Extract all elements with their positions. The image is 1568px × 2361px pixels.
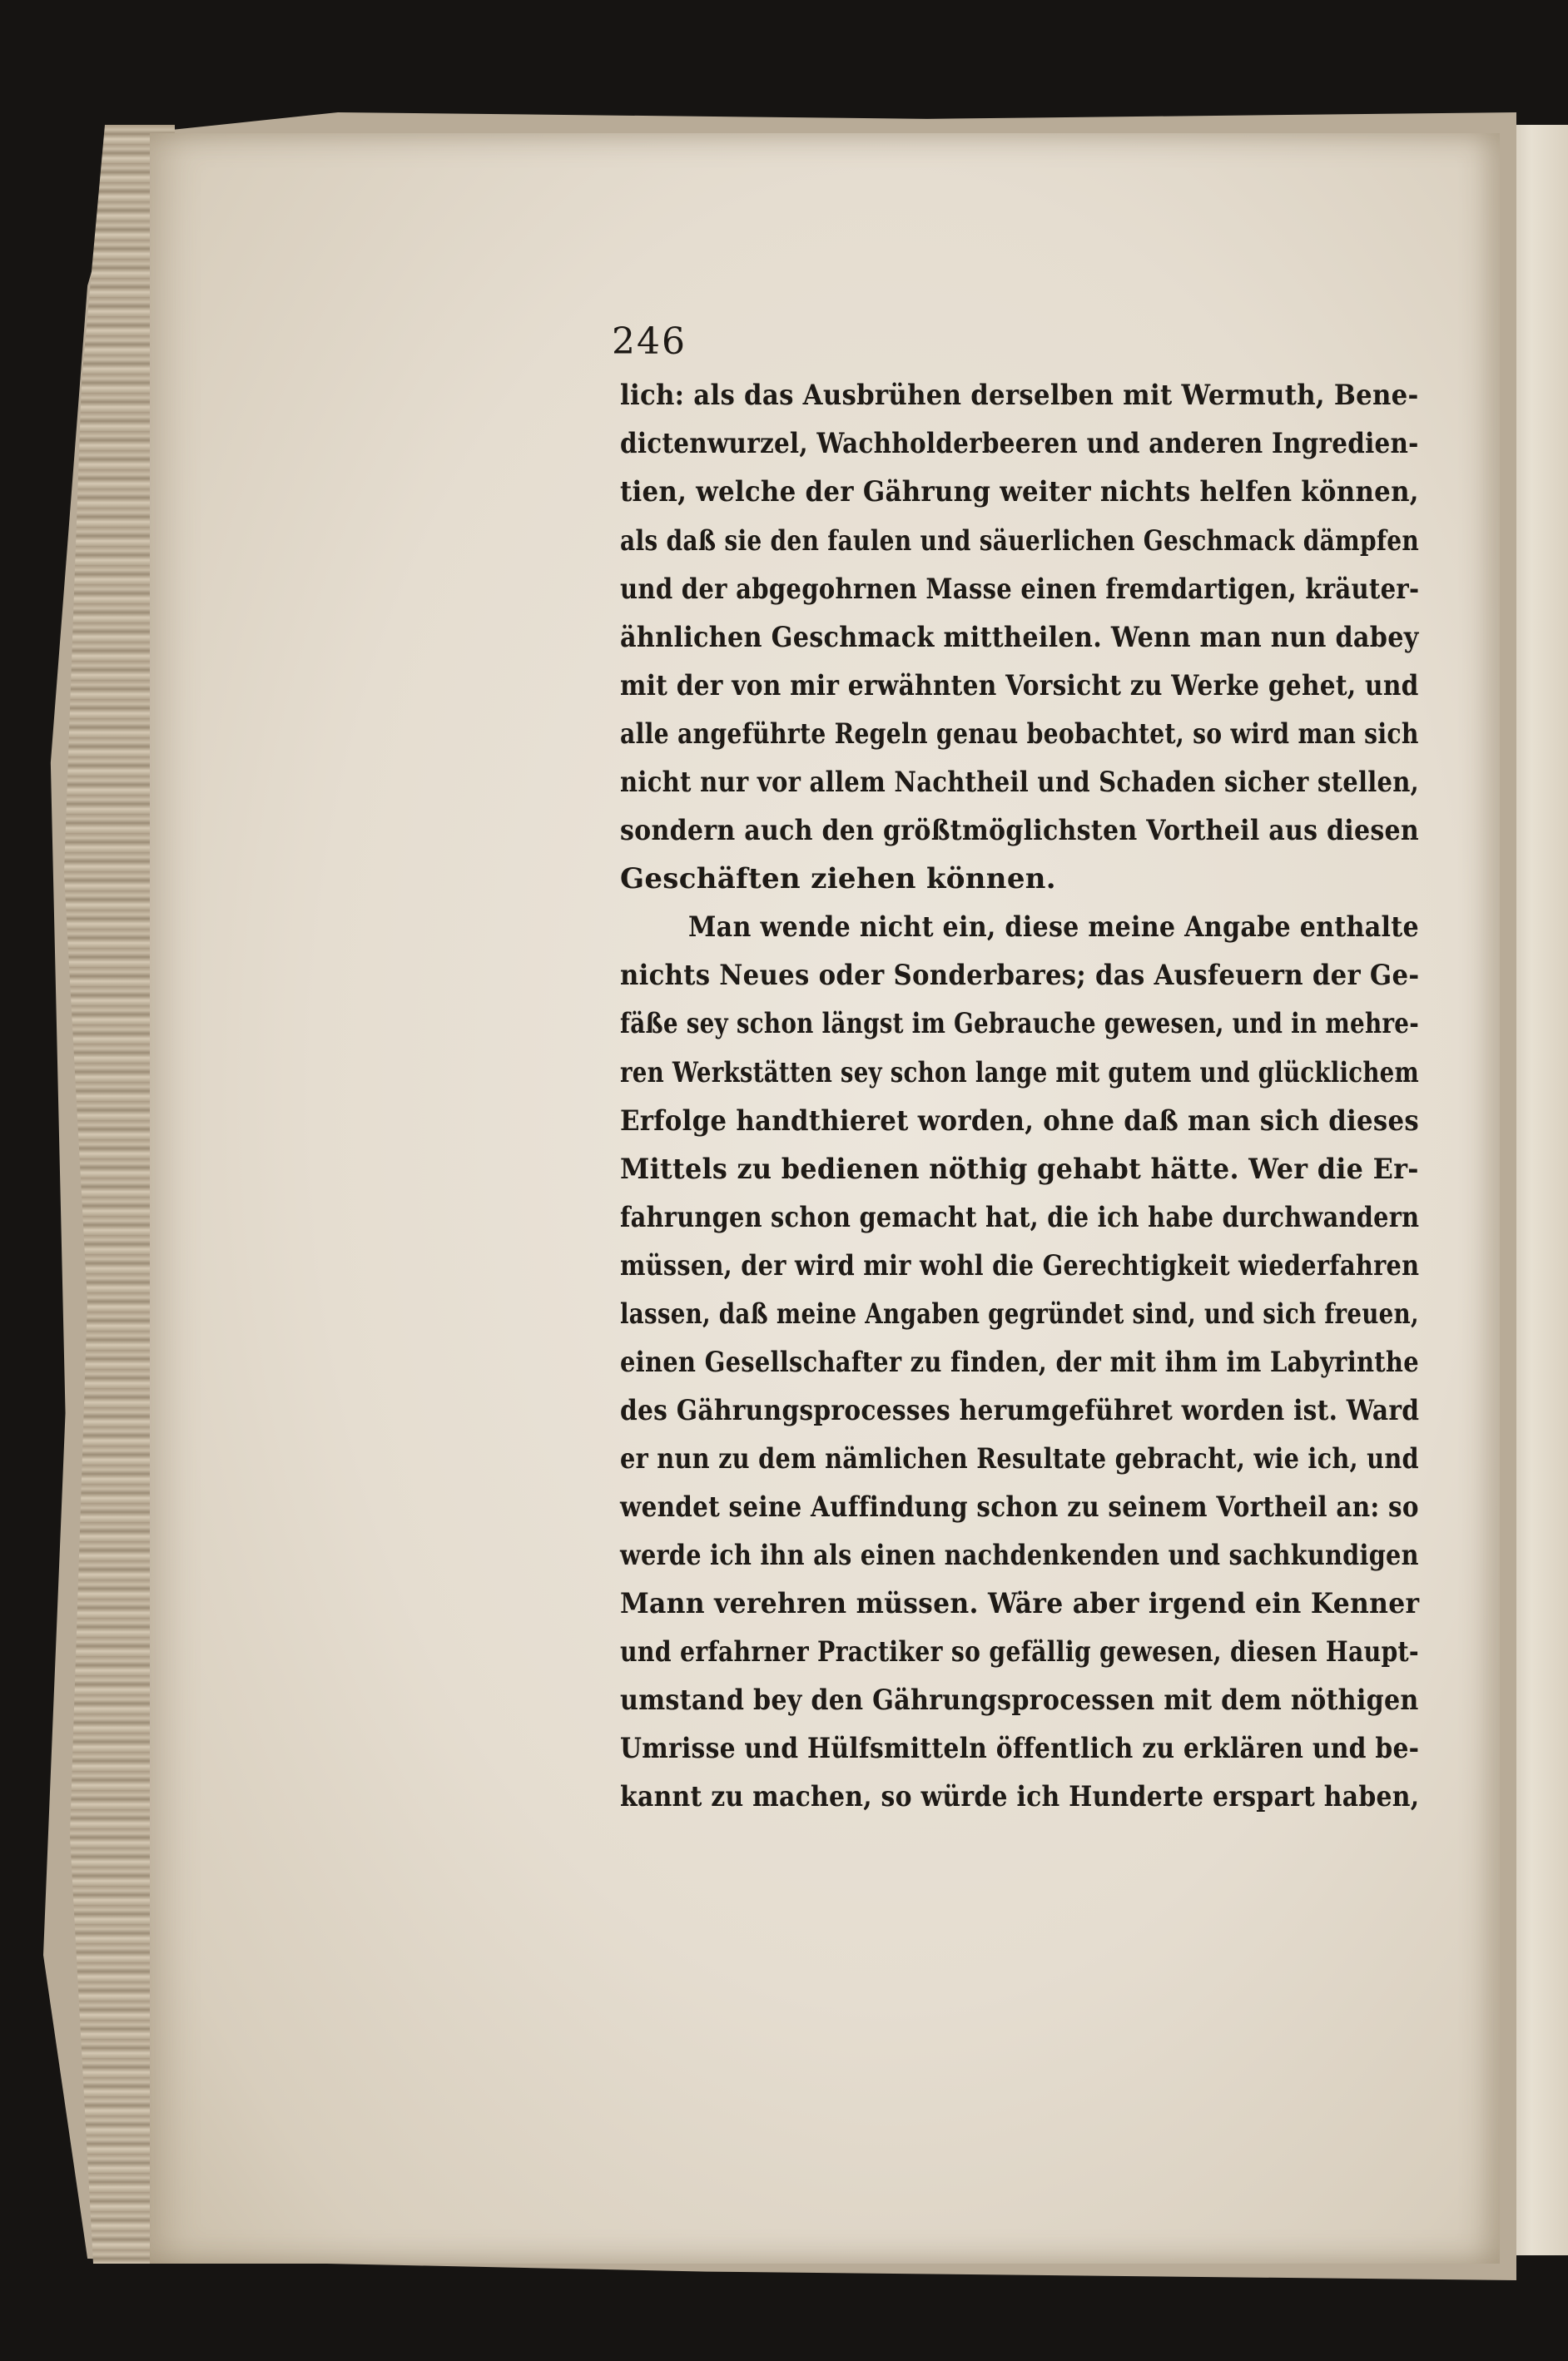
text-line: alle angeführte Regeln genau beobachtet, so wird man sich [620,717,1419,751]
text-line: als daß sie den faulen und säuerlichen Geschmack dämpfen [620,524,1420,558]
text-line: er nun zu dem nämlichen Resultate gebracht, wie ich, und [620,1442,1419,1476]
text-line: ren Werkstätten sey schon lange mit gutem und glücklichem [620,1056,1419,1089]
text-line: kannt zu machen, so würde ich Hunderte erspart haben, [620,1780,1420,1813]
text-line: werde ich ihn als einen nachdenkenden und sachkundigen [620,1539,1419,1572]
text-line: tien, welche der Gährung weiter nichts helfen können, [620,475,1419,508]
text-line: und der abgegohrnen Masse einen fremdartigen, kräuter- [620,573,1420,606]
text-line: umstand bey den Gährungsprocessen mit dem nöthigen [620,1684,1419,1717]
text-line: mit der von mir erwähnten Vorsicht zu Werke gehet, und [620,669,1419,702]
text-line: des Gährungsprocesses herumgeführet worden ist. Ward [620,1394,1420,1427]
text-line: und erfahrner Practiker so gefällig gewesen, diesen Haupt- [620,1635,1419,1669]
text-line: lich: als das Ausbrühen derselben mit Wermuth, Bene- [620,379,1419,412]
text-line: Umrisse und Hülfsmitteln öffentlich zu erklären und be- [620,1732,1420,1765]
text-line: Erfolge handthieret worden, ohne daß man sich dieses [620,1104,1420,1138]
text-line: sondern auch den größtmöglichsten Vortheil aus diesen [620,814,1420,847]
text-line: einen Gesellschafter zu finden, der mit ihm im Labyrinthe [620,1346,1419,1379]
text-line: Man wende nicht ein, diese meine Angabe enthalte [688,910,1419,944]
text-line: Geschäften ziehen können. [620,862,1056,895]
text-line: Mann verehren müssen. Wäre aber irgend ein Kenner [620,1587,1420,1620]
text-line: müssen, der wird mir wohl die Gerechtigkeit wiederfahren [620,1249,1420,1282]
text-line: fäße sey schon längst im Gebrauche gewesen, und in mehre- [620,1007,1420,1040]
text-line: fahrungen schon gemacht hat, die ich habe durchwandern [620,1201,1420,1234]
text-line: Mittels zu bedienen nöthig gehabt hätte. Wer die Er- [620,1153,1419,1186]
text-line: dictenwurzel, Wachholderbeeren und anderen Ingredien- [620,427,1419,460]
page-number: 246 [612,320,687,363]
text-line: wendet seine Auffindung schon zu seinem Vortheil an: so [620,1491,1419,1524]
text-line: nicht nur vor allem Nachtheil und Schaden sicher stellen, [620,766,1420,799]
text-line: lassen, daß meine Angaben gegründet sind, und sich freuen, [620,1297,1419,1331]
text-line: nichts Neues oder Sonderbares; das Ausfeuern der Ge- [620,959,1420,992]
text-line: ähnlichen Geschmack mittheilen. Wenn man nun dabey [620,621,1419,654]
